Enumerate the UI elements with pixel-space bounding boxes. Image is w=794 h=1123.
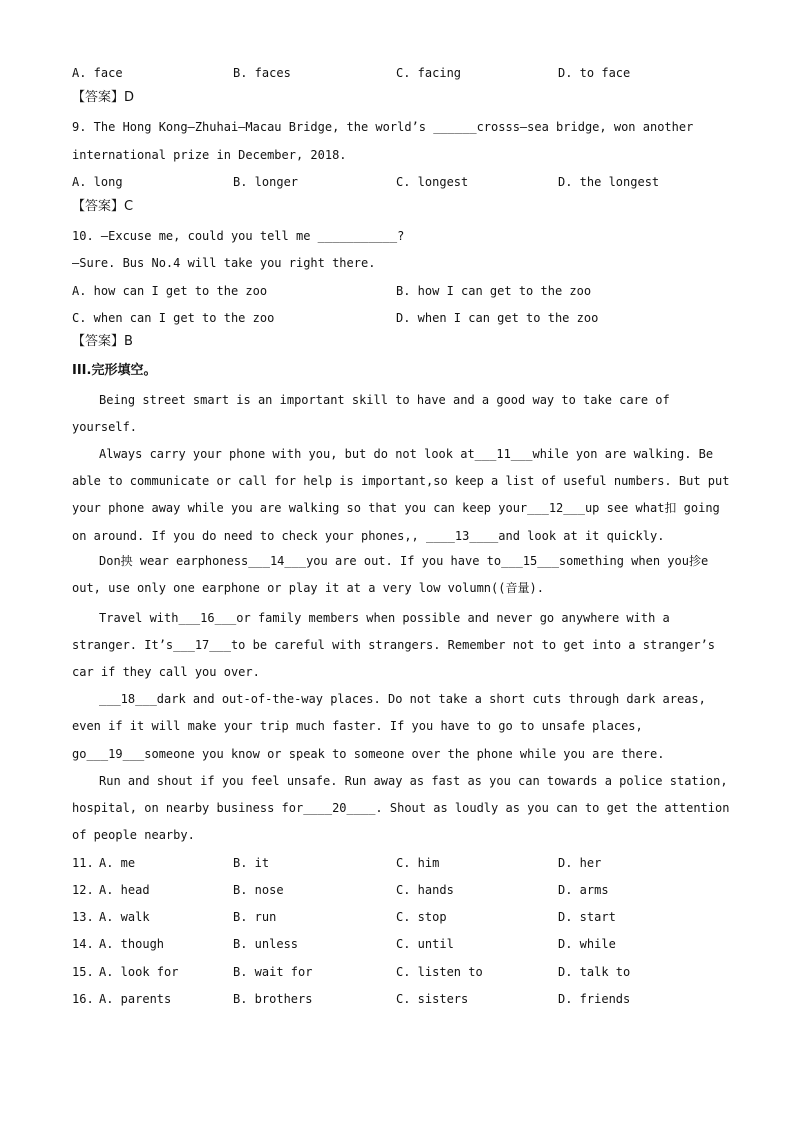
q10-stem-line1: 10. —Excuse me, could you tell me ___________? [72,229,405,243]
cloze-16-option-c: C. sisters [396,992,469,1006]
cloze-11-option-a: A. me [99,856,136,870]
q10-option-b: B. how I can get to the zoo [396,284,592,298]
passage-line: hospital, on nearby business for____20____. Shout as loudly as you can to get the attention [72,801,730,815]
q10-option-d: D. when I can get to the zoo [396,311,599,325]
q8-answer: 【答案】D [72,90,135,105]
passage-line: Run and shout if you feel unsafe. Run away as fast as you can towards a police station, [99,774,728,788]
cloze-11-option-b: B. it [233,856,270,870]
passage-line: even if it will make your trip much faster. If you have to go to unsafe places, [72,719,643,733]
q8-option-b: B. faces [233,66,291,80]
cloze-16-number: 16. [72,992,94,1006]
cloze-14-option-b: B. unless [233,937,299,951]
passage-line: able to communicate or call for help is important,so keep a list of useful numbers. But put [72,474,730,488]
q8-option-c: C. facing [396,66,462,80]
q10-option-a: A. how can I get to the zoo [72,284,268,298]
cloze-12-option-b: B. nose [233,883,284,897]
passage-line: Being street smart is an important skill to have and a good way to take care of [99,393,670,407]
cloze-11-option-c: C. him [396,856,440,870]
cloze-15-option-c: C. listen to [396,965,483,979]
cloze-11-number: 11. [72,856,94,870]
passage-line: on around. If you do need to check your phones,, ____13____and look at it quickly. [72,529,665,543]
passage-line: yourself. [72,420,138,434]
passage-line: of people nearby. [72,828,195,842]
cloze-16-option-a: A. parents [99,992,172,1006]
q9-option-c: C. longest [396,175,469,189]
q10-stem-line2: —Sure. Bus No.4 will take you right there. [72,256,376,270]
cloze-13-option-b: B. run [233,910,277,924]
q9-option-a: A. long [72,175,123,189]
q9-stem-line2: international prize in December, 2018. [72,148,347,162]
cloze-11-option-d: D. her [558,856,602,870]
passage-line: Don抰 wear earphoness___14___you are out. If you have to___15___something when you抮e [99,554,709,568]
cloze-15-option-a: A. look for [99,965,179,979]
section-title: III.完形填空。 [72,363,157,378]
passage-line: car if they call you over. [72,665,260,679]
passage-line: ___18___dark and out-of-the-way places. Do not take a short cuts through dark areas, [99,692,706,706]
cloze-14-option-a: A. though [99,937,165,951]
cloze-15-option-b: B. wait for [233,965,313,979]
cloze-14-option-c: C. until [396,937,454,951]
cloze-15-number: 15. [72,965,94,979]
q9-answer: 【答案】C [72,199,134,214]
cloze-16-option-b: B. brothers [233,992,313,1006]
passage-line: Travel with___16___or family members when possible and never go anywhere with a [99,611,670,625]
cloze-15-option-d: D. talk to [558,965,631,979]
cloze-13-option-d: D. start [558,910,616,924]
cloze-16-option-d: D. friends [558,992,631,1006]
q8-option-d: D. to face [558,66,631,80]
q8-option-a: A. face [72,66,123,80]
cloze-13-option-a: A. walk [99,910,150,924]
passage-line: out, use only one earphone or play it at a very low volumn((音量). [72,581,544,595]
q9-option-d: D. the longest [558,175,660,189]
cloze-12-number: 12. [72,883,94,897]
cloze-13-number: 13. [72,910,94,924]
q10-answer: 【答案】B [72,334,133,349]
q9-stem-line1: 9. The Hong Kong—Zhuhai—Macau Bridge, the world’s ______crosss—sea bridge, won another [72,120,694,134]
q10-option-c: C. when can I get to the zoo [72,311,275,325]
cloze-12-option-d: D. arms [558,883,609,897]
q9-option-b: B. longer [233,175,299,189]
passage-line: Always carry your phone with you, but do not look at___11___while yon are walking. Be [99,447,714,461]
cloze-14-option-d: D. while [558,937,616,951]
passage-line: your phone away while you are walking so that you can keep your___12___up see what扣 going [72,501,720,515]
cloze-13-option-c: C. stop [396,910,447,924]
passage-line: go___19___someone you know or speak to someone over the phone while you are there. [72,747,665,761]
passage-line: stranger. It’s___17___to be careful with strangers. Remember not to get into a stranger’s [72,638,715,652]
cloze-12-option-a: A. head [99,883,150,897]
cloze-12-option-c: C. hands [396,883,454,897]
cloze-14-number: 14. [72,937,94,951]
